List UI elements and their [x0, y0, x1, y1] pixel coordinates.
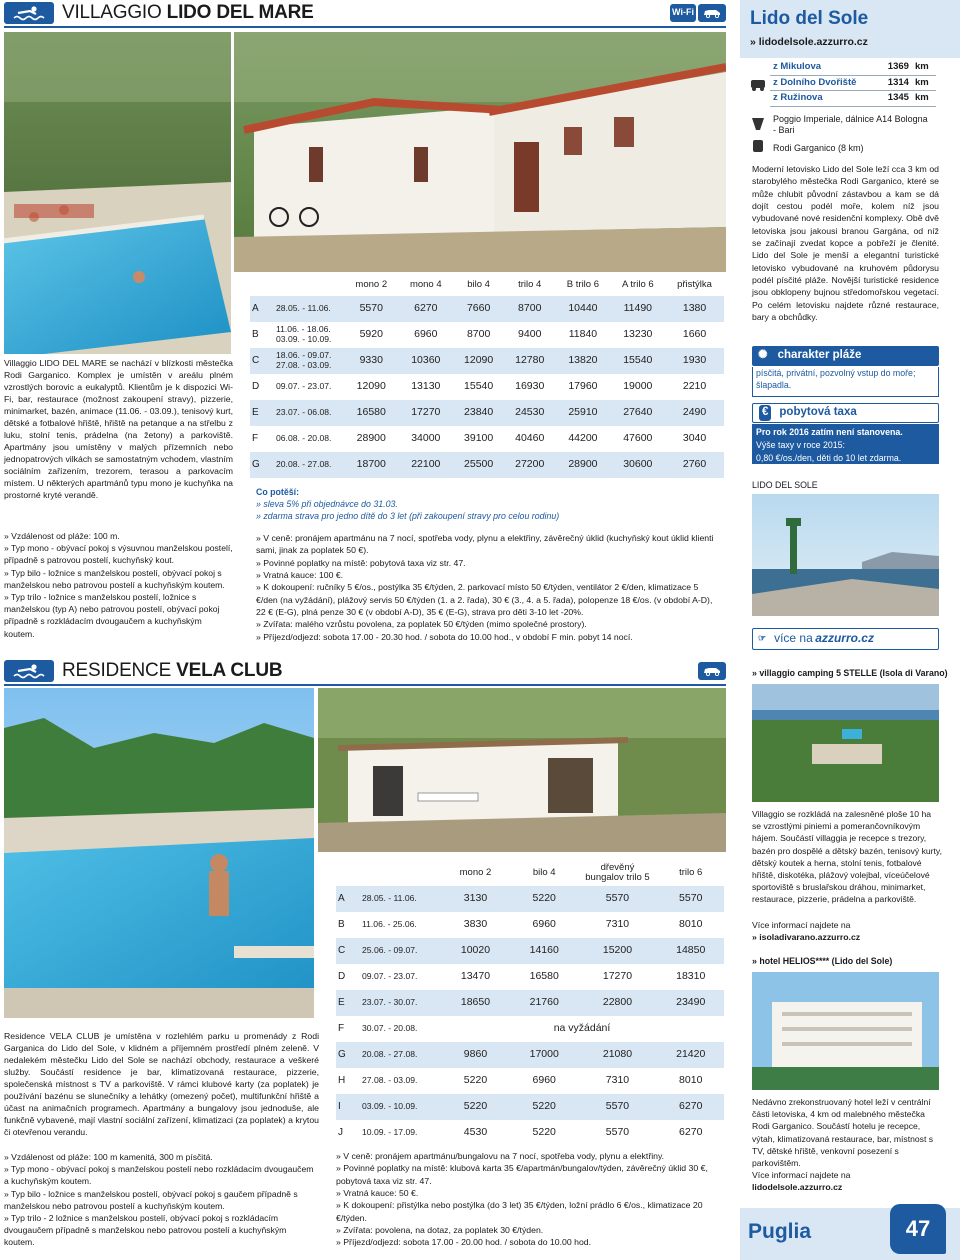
villaggio-info-item: » K dokoupení: ručníky 5 €/os., postýlka 35 €/týden, 2. parkovací místo 50 €/týden, ventilátor 2 €/den, klimatizace 5 €/den (na vyžádání), plážový servis 50 €/týden (1. a 2. řada), 30 € (3., 4. a 5. řada), polopenze 18 €/os. (v období A-D), 22 € (E-G), plná penze 30 € (v období A-D), 35 € (E-G), strava pro děti 3-10 let -20%. [256, 582, 713, 618]
price-row [336, 1042, 724, 1068]
villaggio-bullet: » Typ mono - obývací pokoj s výsuvnou manželskou postelí, případně s patrovou postelí, kuchyňský kout. [4, 543, 233, 566]
price-cell: 13820 [555, 348, 610, 374]
camp-title: » villaggio camping 5 STELLE (Isola di Varano) [752, 668, 948, 678]
price-cell: 15540 [611, 348, 666, 374]
price-row [250, 400, 724, 426]
period: 06.08. - 20.08. [272, 426, 344, 452]
villaggio-table-header [250, 274, 724, 296]
price-cell: 12090 [453, 348, 504, 374]
price-cell: na vyžádání [440, 1016, 724, 1042]
price-cell: 6960 [399, 322, 454, 348]
price-cell: 6270 [657, 1120, 724, 1146]
price-cell: 27640 [611, 400, 666, 426]
tax-pill: € pobytová taxa [752, 403, 939, 423]
residence-house-photo [318, 688, 726, 852]
price-cell: 28900 [555, 452, 610, 478]
season-code: A [250, 296, 272, 322]
price-row [336, 912, 724, 938]
sidebar-transport-icons [750, 60, 766, 160]
price-cell: 5570 [577, 1120, 657, 1146]
price-cell: 22800 [577, 990, 657, 1016]
period: 11.06. - 25.06. [358, 912, 440, 938]
price-row [336, 1094, 724, 1120]
price-row [336, 886, 724, 912]
swimmer-icon [4, 2, 54, 24]
potesi-block [256, 487, 726, 523]
price-cell: 17270 [399, 400, 454, 426]
price-row [336, 938, 724, 964]
price-cell: 22100 [399, 452, 454, 478]
camp-more: Více informací najdete na [752, 920, 851, 930]
season-code: G [336, 1042, 358, 1068]
distance-table [770, 60, 936, 107]
price-cell: 2490 [665, 400, 724, 426]
period: 23.07. - 30.07. [358, 990, 440, 1016]
season-code: D [250, 374, 272, 400]
villaggio-bullets [4, 530, 233, 640]
price-cell: 5220 [511, 1094, 578, 1120]
camp-link[interactable]: » isoladivarano.azzurro.cz [752, 932, 861, 942]
residence-info-item: » Příjezd/odjezd: sobota 17.00 - 20.00 hod. / sobota do 10.00 hod. [336, 1237, 592, 1248]
residence-bullet: » Vzdálenost od pláže: 100 m kamenitá, 300 m písčitá. [4, 1152, 213, 1162]
hotel-text: Nedávno zrekonstruovaný hotel leží v centrální části letoviska, 4 km od malebného městečka Rodi Garganico. Součástí hotelu je recepce, výtah, klimatizovaná restaurace, bar, místnost s TV, dětské hřiště, venkovní posezení s parkovištěm. [752, 1097, 934, 1169]
period: 09.07. - 23.07. [358, 964, 440, 990]
price-cell: 12090 [344, 374, 399, 400]
villaggio-intro [4, 357, 233, 501]
price-cell: 39100 [453, 426, 504, 452]
price-cell: 24530 [504, 400, 555, 426]
residence-intro-text: Residence VELA CLUB je umístěna v rozlehlém parku u promenády z Rodi Garganica do Lido del Sole, v klidném a příjemném prostředí plném zeleně. V nedalekém městečku Lido del Sole se nachází obchody, restaurace a veškeré služby. Součástí residence je bar, klimatizovaná restaurace, pizzerie, společenská místnost s TV a parkoviště. V rámci klubové karty (za poplatek) je používání bazénu se slunečníky a lehátky (omezený počet), multifunkční hřiště a účast na animačních programech. Apartmány a bungalovy jsou jednoduše, ale funkčně vybavené, mají vlastní sociální zařízení, klimatizaci (za poplatek) a krytou či otevřenou verandu. [4, 1031, 319, 1137]
season-code: B [250, 322, 272, 348]
price-row [250, 426, 724, 452]
price-cell: 13470 [440, 964, 511, 990]
potesi-title: Co potěší: [256, 487, 300, 497]
period: 20.08. - 27.08. [358, 1042, 440, 1068]
col-header: dřevěný bungalov trilo 5 [585, 861, 650, 883]
price-cell: 34000 [399, 426, 454, 452]
price-cell: 10440 [555, 296, 610, 322]
price-cell: 17270 [577, 964, 657, 990]
hotel-title: » hotel HELIOS**** (Lido del Sole) [752, 956, 893, 966]
residence-title: RESIDENCE VELA CLUB [62, 660, 283, 682]
price-row [336, 1016, 724, 1042]
price-cell: 18310 [657, 964, 724, 990]
season-code: F [336, 1016, 358, 1042]
residence-pool-photo [4, 688, 314, 1018]
price-cell: 9860 [440, 1042, 511, 1068]
residence-info-item: » Povinné poplatky na místě: klubová karta 35 €/apartmán/bungalov/týden, závěrečný úklid 30 €, pobytová taxa viz str. 47. [336, 1163, 708, 1186]
season-code: E [250, 400, 272, 426]
price-cell: 7310 [577, 1068, 657, 1094]
residence-price-table [336, 860, 724, 1146]
price-cell: 5220 [440, 1094, 511, 1120]
camp-photo [752, 684, 939, 802]
price-cell: 18700 [344, 452, 399, 478]
price-cell: 8700 [504, 296, 555, 322]
price-cell: 23840 [453, 400, 504, 426]
price-cell: 18650 [440, 990, 511, 1016]
beach-pill: ✺ charakter pláže [752, 346, 939, 366]
season-code: E [336, 990, 358, 1016]
car-icon [698, 662, 726, 680]
wifi-badge: Wi-Fi [670, 4, 696, 22]
price-cell: 28900 [344, 426, 399, 452]
villaggio-bullet: » Vzdálenost od pláže: 100 m. [4, 531, 120, 541]
price-cell: 30600 [611, 452, 666, 478]
price-cell: 8010 [657, 1068, 724, 1094]
residence-bullet: » Typ trilo - 2 ložnice s manželskou postelí, obývací pokoj s rozkládacím dvougaučem případně s manželskou nebo patrovou postelí a kuchyňským koutem. [4, 1213, 287, 1248]
price-cell: 7310 [577, 912, 657, 938]
period: 11.06. - 18.06. 03.09. - 10.09. [272, 322, 344, 348]
distance-row: z Mikulova 1369 km [770, 60, 936, 75]
price-cell: 40460 [504, 426, 555, 452]
residence-info-item: » Vratná kauce: 50 €. [336, 1188, 419, 1199]
col-header: A trilo 6 [621, 278, 654, 290]
price-cell: 5220 [440, 1068, 511, 1094]
season-code: J [336, 1120, 358, 1146]
price-cell: 44200 [555, 426, 610, 452]
residence-bullet: » Typ mono - obývací pokoj s manželskou postelí nebo rozkládacím dvougaučem a kuchyňským koutem. [4, 1164, 314, 1187]
residence-info-item: » V ceně: pronájem apartmánu/bungalovu na 7 nocí, spotřeba vody, plynu a elektřiny. [336, 1151, 665, 1161]
col-header: B trilo 6 [566, 278, 600, 290]
hotel-more: Více informací najdete na [752, 1170, 851, 1180]
price-cell: 11840 [555, 322, 610, 348]
col-header: mono 4 [409, 278, 442, 290]
price-cell: 5220 [511, 1120, 578, 1146]
price-cell: 14850 [657, 938, 724, 964]
potesi-item: » sleva 5% při objednávce do 31.03. [256, 498, 398, 509]
price-cell: 17000 [511, 1042, 578, 1068]
sidebar-web-link[interactable]: » lidodelsole.azzurro.cz [750, 36, 868, 48]
highway-info: Poggio Imperiale, dálnice A14 Bologna - Bari [773, 114, 928, 136]
season-code: F [250, 426, 272, 452]
villaggio-info-item: » Příjezd/odjezd: sobota 17.00 - 20.30 hod. / sobota do 10.00 hod., v období F min. pobyt 14 nocí. [256, 631, 633, 642]
villaggio-info-item: » V ceně: pronájem apartmánu na 7 nocí, spotřeba vody, plynu a elektřiny, závěrečný úklid (kuchyňský kout úklid klienti sami, jinak za poplatek 50 €). [256, 533, 714, 556]
season-code: C [250, 348, 272, 374]
tax-line: Pro rok 2016 zatím není stanovena. [756, 427, 903, 437]
period: 18.06. - 09.07. 27.08. - 03.09. [272, 348, 344, 374]
col-header: trilo 4 [518, 278, 542, 290]
price-cell: 21080 [577, 1042, 657, 1068]
tax-line: 0,80 €/os./den, děti do 10 let zdarma. [756, 452, 902, 463]
tax-line: Výše taxy v roce 2015: [756, 439, 845, 450]
price-cell: 15200 [577, 938, 657, 964]
price-cell: 5570 [344, 296, 399, 322]
hotel-link[interactable]: lidodelsole.azzurro.cz [752, 1182, 843, 1192]
price-row [336, 964, 724, 990]
price-cell: 3130 [440, 886, 511, 912]
price-cell: 9400 [504, 322, 555, 348]
price-row [250, 322, 724, 348]
period: 03.09. - 10.09. [358, 1094, 440, 1120]
price-row [250, 452, 724, 478]
period: 23.07. - 06.08. [272, 400, 344, 426]
period: 25.06. - 09.07. [358, 938, 440, 964]
col-header: bilo 4 [467, 278, 490, 290]
distance-row: z Ružinova 1345 km [770, 91, 936, 107]
price-cell: 27200 [504, 452, 555, 478]
price-cell: 5570 [657, 886, 724, 912]
price-cell: 8700 [453, 322, 504, 348]
price-row [336, 990, 724, 1016]
period: 10.09. - 17.09. [358, 1120, 440, 1146]
season-code: H [336, 1068, 358, 1094]
residence-info [336, 1150, 726, 1249]
price-cell: 16580 [344, 400, 399, 426]
price-cell: 17960 [555, 374, 610, 400]
price-cell: 9330 [344, 348, 399, 374]
price-cell: 1380 [665, 296, 724, 322]
region-label: Puglia [748, 1220, 812, 1243]
villaggio-info [256, 532, 718, 643]
sidebar-description: Moderní letovisko Lido del Sole leží cca 3 km od starobylého městečka Rodi Garganico, které se může chlubit původní zástavbou a kam se dá dojít cestou podél moře, kolem níž jsou vybudované nové residenční komplexy. Obě dvě letoviska jsou jakousi branou Gargána, od níž se začínají zvedat kopce a pobřeží je členité. Lido del Sole je menší a elegantní turistické letovisko vybudované na kruhovém půdorysu podél písčité pláže. Novější turistické residence jsou obklopeny bujnou středomořskou vegetací. Po celém letovisku najdete různé restaurace, bary a obchůdky. [752, 164, 939, 323]
sidebar-photo-caption: LIDO DEL SOLE [752, 480, 818, 490]
villaggio-title: VILLAGGIO LIDO DEL MARE [62, 2, 314, 24]
period: 28.05. - 11.06. [272, 296, 344, 322]
price-cell: 12780 [504, 348, 555, 374]
villaggio-house-photo [234, 32, 726, 272]
price-cell: 1930 [665, 348, 724, 374]
price-cell: 5220 [511, 886, 578, 912]
villaggio-pool-photo [4, 32, 231, 354]
price-cell: 21420 [657, 1042, 724, 1068]
period: 27.08. - 03.09. [358, 1068, 440, 1094]
euro-icon: € [759, 405, 771, 420]
more-link[interactable]: ☞ více na azzurro.cz [752, 628, 939, 650]
residence-info-item: » Zvířata: povolena, na dotaz, za poplatek 30 €/týden. [336, 1225, 544, 1236]
car-icon [750, 60, 766, 160]
price-row [250, 348, 724, 374]
price-cell: 10020 [440, 938, 511, 964]
season-code: C [336, 938, 358, 964]
distance-row: z Dolního Dvořiště 1314 km [770, 75, 936, 91]
col-header: trilo 6 [679, 866, 703, 878]
price-cell: 25500 [453, 452, 504, 478]
price-cell: 3830 [440, 912, 511, 938]
price-cell: 5920 [344, 322, 399, 348]
col-header: mono 2 [459, 866, 492, 878]
price-cell: 14160 [511, 938, 578, 964]
residence-info-item: » K dokoupení: přistýlka nebo postýlka (do 3 let) 35 €/týden, ložní prádlo 6 €/os., klimatizace 20 €/týden. [336, 1200, 703, 1223]
price-cell: 6270 [399, 296, 454, 322]
col-header: přistýlka [677, 278, 712, 290]
season-code: D [336, 964, 358, 990]
residence-intro [4, 1030, 319, 1138]
price-cell: 3040 [665, 426, 724, 452]
tax-box [752, 424, 939, 464]
price-cell: 2210 [665, 374, 724, 400]
price-cell: 16930 [504, 374, 555, 400]
price-cell: 16580 [511, 964, 578, 990]
price-cell: 1660 [665, 322, 724, 348]
price-cell: 5570 [577, 886, 657, 912]
rail-info: Rodi Garganico (8 km) [773, 143, 864, 153]
price-cell: 25910 [555, 400, 610, 426]
lighthouse-photo [752, 494, 939, 616]
train-icon [753, 140, 763, 152]
price-cell: 6960 [511, 1068, 578, 1094]
price-cell: 47600 [611, 426, 666, 452]
car-icon [698, 4, 726, 22]
period: 20.08. - 27.08. [272, 452, 344, 478]
residence-header [4, 658, 726, 686]
price-cell: 2760 [665, 452, 724, 478]
price-cell: 4530 [440, 1120, 511, 1146]
price-cell: 10360 [399, 348, 454, 374]
potesi-item: » zdarma strava pro jedno dítě do 3 let (při zakoupení stravy pro celou rodinu) [256, 510, 560, 521]
villaggio-bullet: » Typ bilo - ložnice s manželskou postelí, obývací pokoj s manželskou nebo patrovou postelí a kuchyňským koutem. [4, 567, 225, 590]
season-code: A [336, 886, 358, 912]
season-code: G [250, 452, 272, 478]
residence-bullet: » Typ bilo - ložnice s manželskou postelí, obývací pokoj s gaučem případně s manželskou nebo patrovou postelí a kuchyňským koutem. [4, 1188, 298, 1211]
price-cell: 6270 [657, 1094, 724, 1120]
highway-icon [752, 118, 764, 130]
price-cell: 21760 [511, 990, 578, 1016]
price-cell: 11490 [611, 296, 666, 322]
price-row [250, 374, 724, 400]
villaggio-bullet: » Typ trilo - ložnice s manželskou postelí, ložnice s manželskou (typ A) nebo patrovou postelí, obývací pokoj případně s rozkládacím dvougaučem a kuchyňským koutem. [4, 592, 220, 639]
villaggio-info-item: » Povinné poplatky na místě: pobytová taxa viz str. 47. [256, 557, 466, 568]
villaggio-info-item: » Zvířata: malého vzrůstu povolena, za poplatek 50 €/týden (mimo společné prostory). [256, 619, 587, 630]
price-row [336, 1120, 724, 1146]
pointer-icon: ☞ [758, 633, 767, 644]
col-header: bilo 4 [532, 866, 556, 878]
camp-text: Villaggio se rozkládá na zalesněné ploše 10 ha se vzrostlými piniemi a pomerančovníkovým hájem. Součástí villaggia je recepce s trezory, bazén pro dospělé a dětský bazén, tenisový kurty, dětský koutek a herna, stolní tenis, fotbalové hřiště, diskotéka, plážový volejbal, víceúčelové sportoviště s bruslařskou dráhou, minimarket, restaurace, pizzerie, prádelna a parkoviště. [752, 809, 942, 905]
residence-table-header [336, 860, 724, 886]
villaggio-header [4, 0, 726, 28]
col-header: mono 2 [355, 278, 388, 290]
price-cell: 19000 [611, 374, 666, 400]
sidebar-title: Lido del Sole [750, 8, 869, 29]
beach-text: písčitá, privátní, pozvolný vstup do moře; šlapadla. [752, 367, 939, 397]
season-code: B [336, 912, 358, 938]
swimmer-icon [4, 660, 54, 682]
hotel-photo [752, 972, 939, 1090]
price-cell: 15540 [453, 374, 504, 400]
villaggio-price-table [250, 274, 724, 478]
price-cell: 13130 [399, 374, 454, 400]
villaggio-intro-text: Villaggio LIDO DEL MARE se nachází v blízkosti městečka Rodi Garganico. Komplex je umístěn v areálu plném vzrostlých borovic a eukalyptů. Klientům je k dispozici Wi-Fi, bar, restaurace (možnost zakoupení stravy), pizzerie, minimarket, bazén, animace (11.06. - 03.09.), tenisový kurt, dětské a fotbalové hřiště, hřiště na petanque a na střelbu z luku, stolní tenis, prádelna (na žetony) a parkoviště. Apartmány jsou umístěny v malých přízemních nebo jednopatrových vilkách se samostatným vchodem, vlastním sociálním zařízením, trezorem, terasou a parkovacím místem. U některých apartmánů typu mono je kuchyňka na prostorné kryté verandě. [4, 358, 233, 500]
page-number: 47 [890, 1204, 946, 1254]
price-cell: 6960 [511, 912, 578, 938]
price-cell: 5570 [577, 1094, 657, 1120]
price-row [336, 1068, 724, 1094]
price-cell: 8010 [657, 912, 724, 938]
price-cell: 13230 [611, 322, 666, 348]
residence-bullets [4, 1151, 319, 1249]
villaggio-info-item: » Vratná kauce: 100 €. [256, 570, 344, 581]
sun-icon: ✺ [758, 349, 768, 362]
price-cell: 23490 [657, 990, 724, 1016]
period: 30.07. - 20.08. [358, 1016, 440, 1042]
price-cell: 7660 [453, 296, 504, 322]
season-code: I [336, 1094, 358, 1120]
price-row [250, 296, 724, 322]
period: 09.07. - 23.07. [272, 374, 344, 400]
period: 28.05. - 11.06. [358, 886, 440, 912]
